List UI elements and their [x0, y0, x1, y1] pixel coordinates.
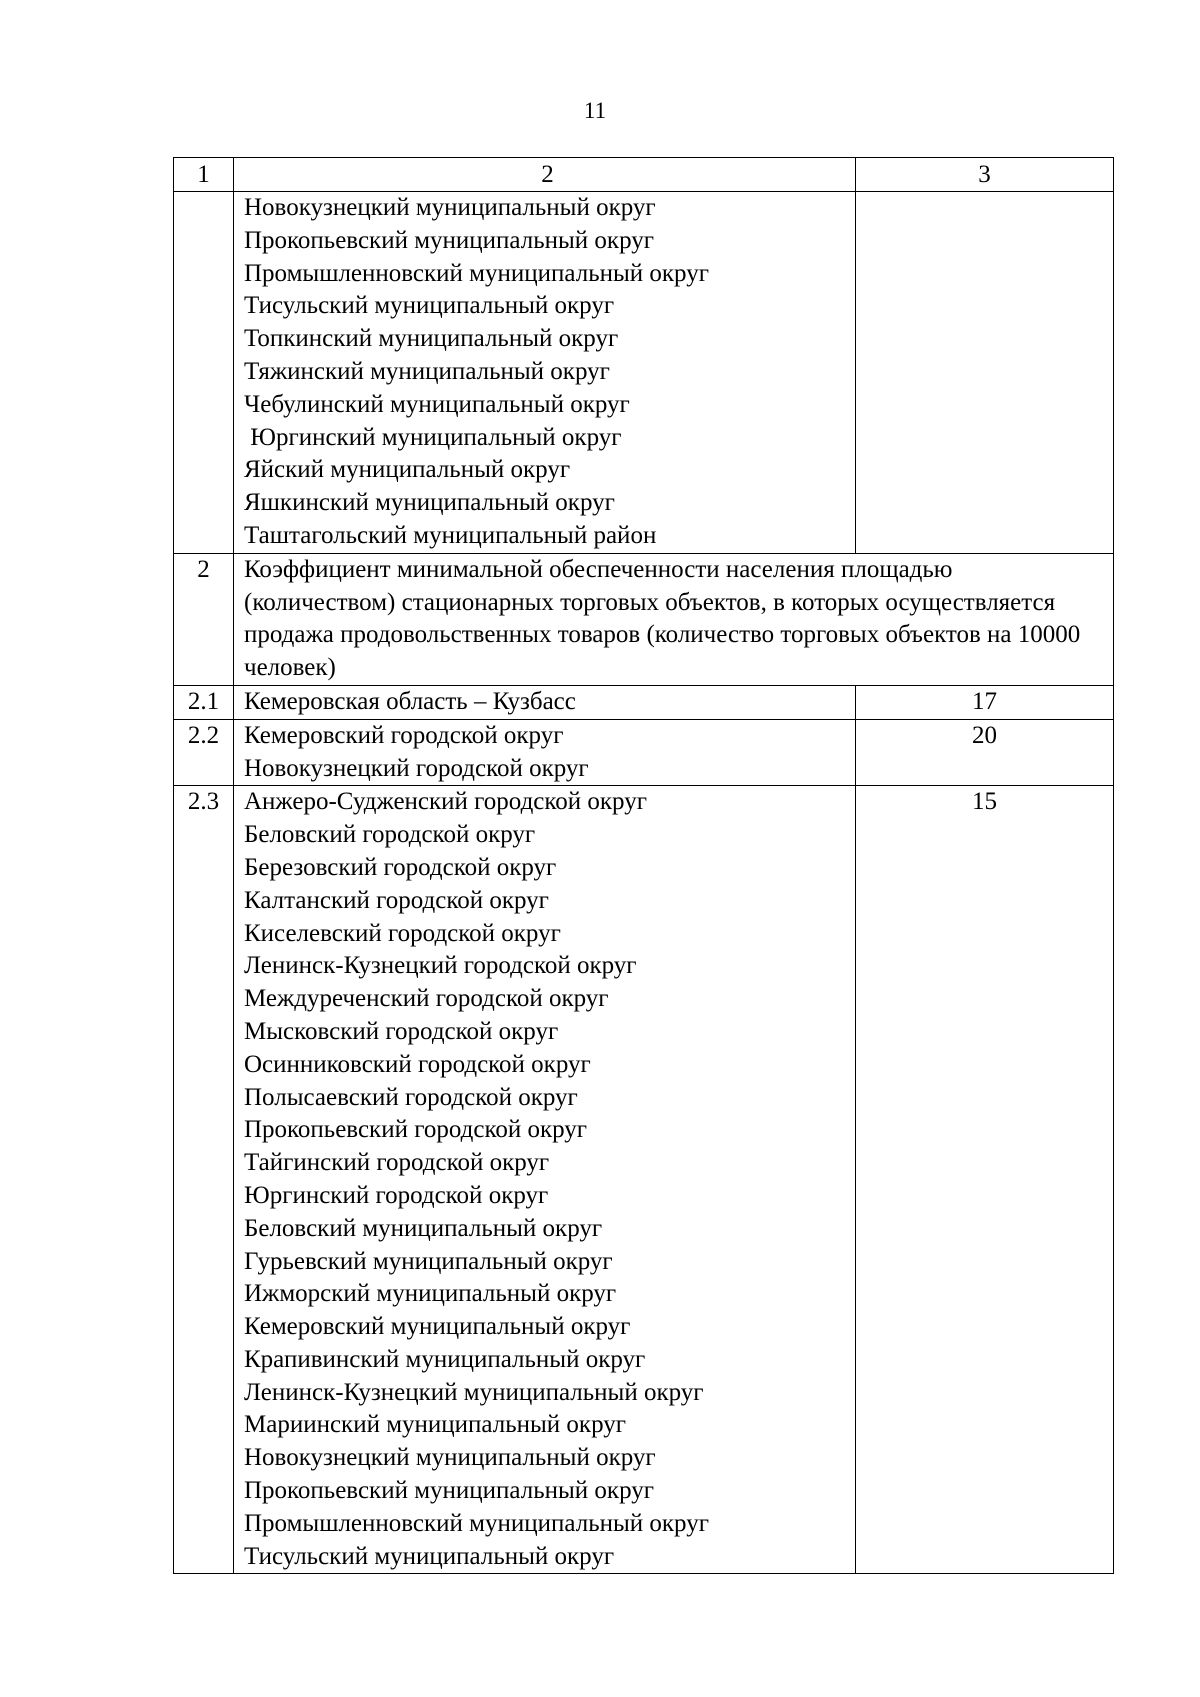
row-number-cell: [174, 192, 234, 554]
territory-name: Ленинск-Кузнецкий муниципальный округ: [244, 1378, 704, 1406]
territory-name: Тайгинский городской округ: [244, 1149, 550, 1177]
territory-name: Яшкинский муниципальный округ: [244, 489, 615, 517]
territory-name: Беловский городской округ: [244, 821, 536, 849]
row-number-cell: 2.1: [174, 685, 234, 719]
territory-name: Прокопьевский городской округ: [244, 1116, 588, 1144]
territory-name: Мариинский муниципальный округ: [244, 1411, 626, 1439]
territory-name: Новокузнецкий муниципальный округ: [244, 194, 656, 221]
table-row: [174, 685, 1114, 719]
territory-name: Таштагольский муниципальный район: [244, 521, 657, 549]
table-row: [174, 786, 1114, 1574]
territory-name: Беловский муниципальный округ: [244, 1214, 603, 1242]
row-value-cell: 20: [856, 719, 1114, 786]
territory-name: Калтанский городской округ: [244, 886, 549, 914]
table-row: [174, 553, 1114, 685]
territory-name: Прокопьевский муниципальный округ: [244, 226, 654, 254]
row-description-cell: [234, 553, 1114, 685]
territory-name: Междуреченский городской округ: [244, 985, 609, 1013]
territory-name: Березовский городской округ: [244, 853, 557, 881]
data-table: [173, 157, 1114, 1574]
row-number-cell: 2.2: [174, 719, 234, 786]
row-number-cell: 2: [174, 553, 234, 685]
territory-name: Юргинский муниципальный округ: [244, 423, 622, 451]
row-names-cell: [234, 786, 856, 1574]
table-row: [174, 192, 1114, 554]
territory-name: Кемеровский муниципальный округ: [244, 1313, 631, 1341]
row-description-text: Коэффициент минимальной обеспеченности населения площадью (количеством) стационарных торговых объектов, в которых осуществляется продажа продовольственных товаров (количество торговых объектов на 10000 человек): [244, 555, 1081, 682]
territory-name: Ленинск-Кузнецкий городской округ: [244, 952, 637, 980]
row-names-cell: [234, 685, 856, 719]
row-value-cell: 17: [856, 685, 1114, 719]
table-header-row: [174, 158, 1114, 192]
page-number: 11: [583, 98, 607, 123]
territory-name: Промышленновский муниципальный округ: [244, 1509, 709, 1537]
territory-name: Осинниковский городской округ: [244, 1050, 591, 1078]
header-cell-3: 3: [856, 158, 1114, 192]
territory-name: Промышленновский муниципальный округ: [244, 259, 709, 287]
territory-name: Гурьевский муниципальный округ: [244, 1247, 613, 1275]
territory-name: Юргинский городской округ: [244, 1181, 549, 1209]
territory-name: Ижморский муниципальный округ: [244, 1280, 617, 1308]
header-cell-1: 1: [174, 158, 234, 192]
territory-name: Тяжинский муниципальный округ: [244, 357, 610, 385]
territory-name: Тисульский муниципальный округ: [244, 1542, 615, 1570]
row-names-cell: [234, 719, 856, 786]
territory-name: Анжеро-Судженский городской округ: [244, 788, 647, 816]
territory-name: Полысаевский городской округ: [244, 1083, 578, 1111]
territory-name: Новокузнецкий городской округ: [244, 754, 589, 782]
header-cell-2: 2: [234, 158, 856, 192]
territory-name: Прокопьевский муниципальный округ: [244, 1477, 654, 1505]
territory-name: Новокузнецкий муниципальный округ: [244, 1444, 656, 1472]
row-names-cell: [234, 192, 856, 554]
territory-name: Чебулинский муниципальный округ: [244, 390, 630, 418]
territory-name: Мысковский городской округ: [244, 1017, 559, 1045]
territory-name: Топкинский муниципальный округ: [244, 325, 619, 353]
territory-name: Киселевский городской округ: [244, 919, 561, 947]
table-body: [174, 158, 1114, 1574]
territory-name: Тисульский муниципальный округ: [244, 292, 615, 320]
territory-name: Кемеровский городской округ: [244, 721, 564, 749]
territory-name: Крапивинский муниципальный округ: [244, 1345, 646, 1373]
row-value-cell: [856, 192, 1114, 554]
row-number-cell: 2.3: [174, 786, 234, 1574]
territory-name: Яйский муниципальный округ: [244, 456, 571, 484]
table-row: [174, 719, 1114, 786]
row-value-cell: 15: [856, 786, 1114, 1574]
territory-name: Кемеровская область – Кузбасс: [244, 687, 576, 715]
